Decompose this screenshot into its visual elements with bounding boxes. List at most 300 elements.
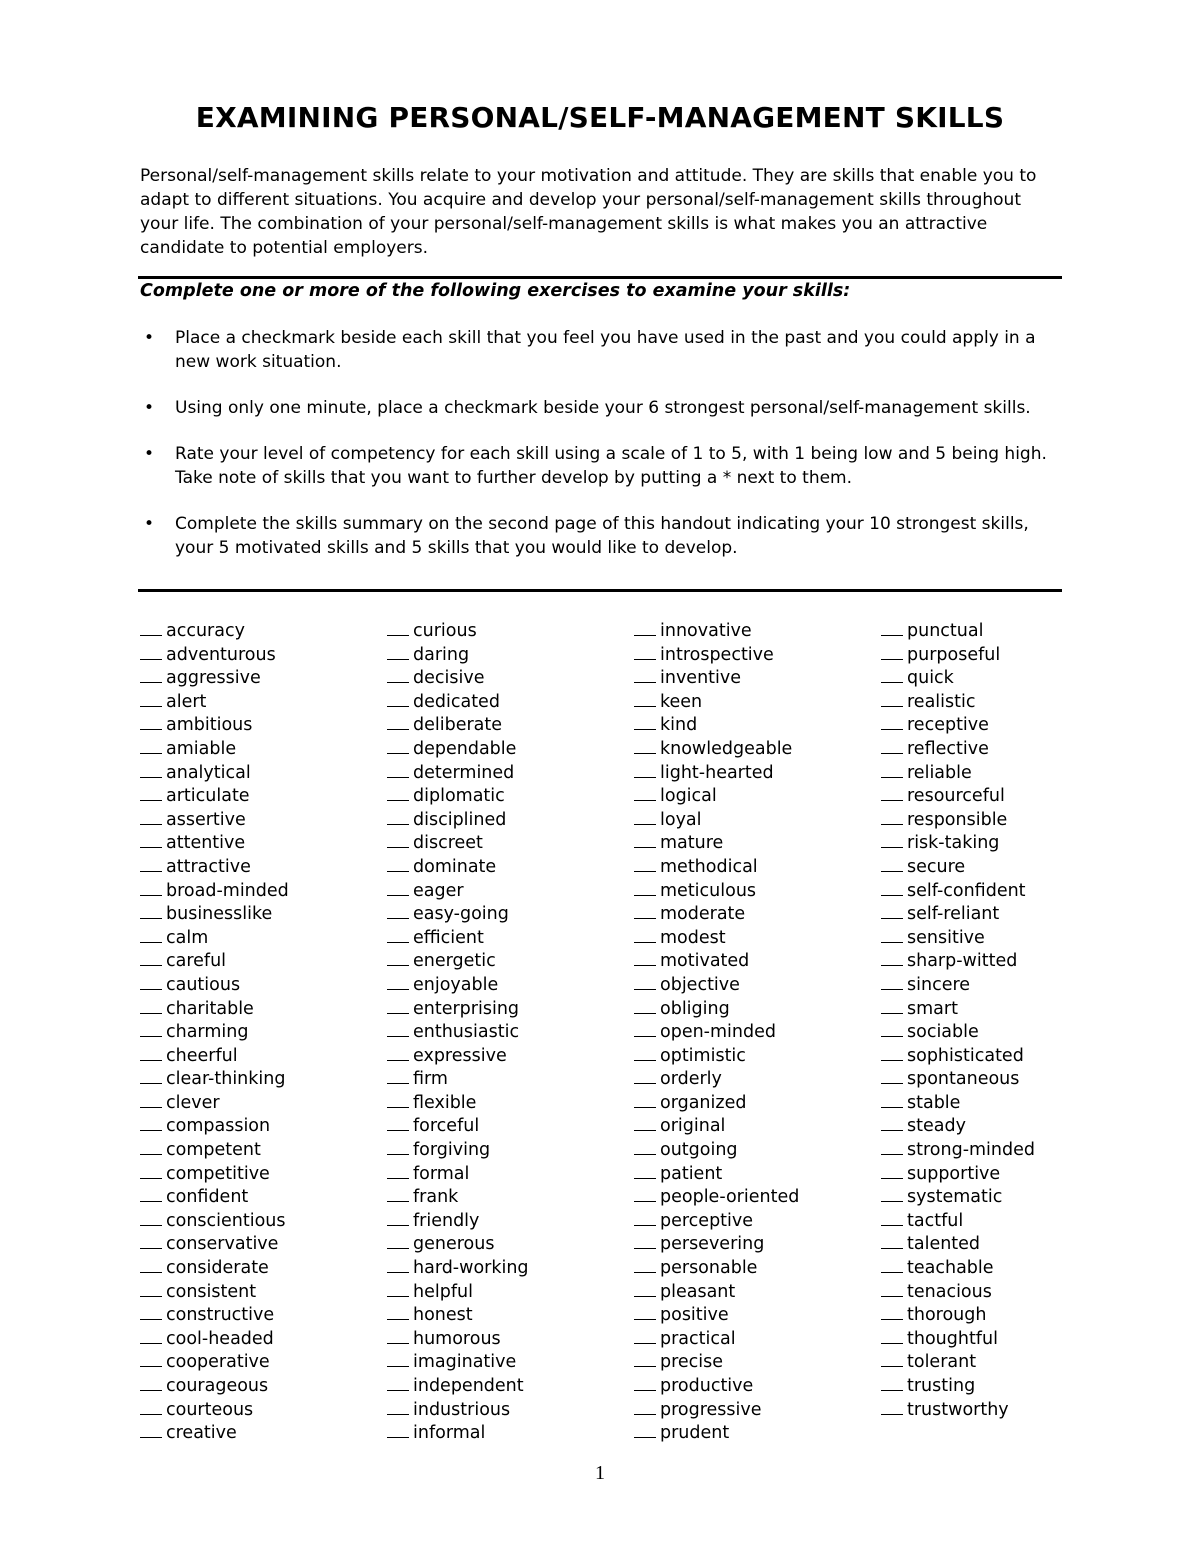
checkmark-blank[interactable] <box>881 975 903 990</box>
skill-label: risk-taking <box>907 833 1000 854</box>
checkmark-blank[interactable] <box>634 1352 656 1367</box>
skill-item <box>387 1092 627 1116</box>
bullet-icon: • <box>144 398 155 418</box>
skill-label: productive <box>660 1376 754 1396</box>
checkmark-blank[interactable] <box>881 763 903 778</box>
checkmark-blank[interactable] <box>140 1164 162 1179</box>
skill-item <box>140 974 380 998</box>
checkmark-blank[interactable] <box>881 645 903 660</box>
checkmark-blank[interactable] <box>634 1329 656 1344</box>
checkmark-blank[interactable] <box>634 1305 656 1320</box>
skill-item <box>140 998 380 1022</box>
checkmark-blank[interactable] <box>881 1211 903 1226</box>
skill-item <box>387 1068 627 1092</box>
checkmark-blank[interactable] <box>140 692 162 707</box>
instruction-item <box>140 326 1060 374</box>
skill-label: enterprising <box>413 998 520 1019</box>
skill-label: ambitious <box>166 715 253 736</box>
exercises-heading: Complete one or more of the following exercises to examine your skills: <box>140 281 851 301</box>
skill-label: meticulous <box>660 880 757 901</box>
skill-label: diplomatic <box>413 786 505 807</box>
skill-label: calm <box>166 927 209 948</box>
checkmark-blank[interactable] <box>634 1022 656 1037</box>
checkmark-blank[interactable] <box>881 786 903 801</box>
checkmark-blank[interactable] <box>140 1140 162 1155</box>
skill-item <box>387 1399 627 1423</box>
skill-item <box>140 927 380 951</box>
skill-label: eager <box>413 880 464 901</box>
skill-item <box>881 785 1121 809</box>
skill-label: outgoing <box>660 1140 738 1161</box>
checkmark-blank[interactable] <box>634 1116 656 1131</box>
checkmark-blank[interactable] <box>140 1116 162 1131</box>
checkmark-blank[interactable] <box>140 1305 162 1320</box>
checkmark-blank[interactable] <box>881 857 903 872</box>
skill-label: helpful <box>413 1281 473 1302</box>
checkmark-blank[interactable] <box>881 881 903 896</box>
checkmark-blank[interactable] <box>140 1022 162 1037</box>
checkmark-blank[interactable] <box>881 692 903 707</box>
checkmark-blank[interactable] <box>140 1069 162 1084</box>
checkmark-blank[interactable] <box>881 951 903 966</box>
checkmark-blank[interactable] <box>634 881 656 896</box>
checkmark-blank[interactable] <box>140 881 162 896</box>
skill-item <box>881 1304 1121 1328</box>
checkmark-blank[interactable] <box>634 715 656 730</box>
skill-item <box>140 809 380 833</box>
skill-item <box>140 1233 380 1257</box>
skill-item <box>634 1422 874 1446</box>
skill-item <box>634 927 874 951</box>
skill-label: dependable <box>413 738 517 759</box>
skill-label: businesslike <box>166 904 273 925</box>
skill-item <box>881 738 1121 762</box>
skill-label: analytical <box>166 762 251 783</box>
skill-label: clever <box>166 1092 220 1113</box>
skill-label: loyal <box>660 809 702 830</box>
skill-item <box>140 644 380 668</box>
skill-item <box>140 1210 380 1234</box>
instruction-item <box>140 442 1060 490</box>
checkmark-blank[interactable] <box>387 763 409 778</box>
skill-label: keen <box>660 691 703 712</box>
skill-label: enthusiastic <box>413 1022 520 1043</box>
checkmark-blank[interactable] <box>140 1282 162 1297</box>
skill-item <box>881 1351 1121 1375</box>
skill-item <box>387 691 627 715</box>
skill-label: competitive <box>166 1163 270 1184</box>
skill-item <box>881 1163 1121 1187</box>
checkmark-blank[interactable] <box>881 1376 903 1391</box>
skill-label: easy-going <box>413 904 509 925</box>
checkmark-blank[interactable] <box>387 1234 409 1249</box>
skill-item <box>881 644 1121 668</box>
checkmark-blank[interactable] <box>881 668 903 683</box>
skill-item <box>387 1115 627 1139</box>
checkmark-blank[interactable] <box>634 1234 656 1249</box>
checkmark-blank[interactable] <box>140 1093 162 1108</box>
checkmark-blank[interactable] <box>140 621 162 636</box>
checkmark-blank[interactable] <box>387 833 409 848</box>
skill-label: forgiving <box>413 1140 491 1161</box>
skill-label: courteous <box>166 1399 254 1420</box>
checkmark-blank[interactable] <box>881 999 903 1014</box>
skill-item <box>387 903 627 927</box>
checkmark-blank[interactable] <box>634 951 656 966</box>
checkmark-blank[interactable] <box>634 621 656 636</box>
skill-item <box>387 738 627 762</box>
checkmark-blank[interactable] <box>634 739 656 754</box>
checkmark-blank[interactable] <box>634 1282 656 1297</box>
checkmark-blank[interactable] <box>140 1423 162 1438</box>
skill-label: attractive <box>166 856 251 877</box>
checkmark-blank[interactable] <box>140 1187 162 1202</box>
skill-item <box>387 1045 627 1069</box>
checkmark-blank[interactable] <box>387 1093 409 1108</box>
checkmark-blank[interactable] <box>387 1282 409 1297</box>
checkmark-blank[interactable] <box>634 1140 656 1155</box>
checkmark-blank[interactable] <box>634 1211 656 1226</box>
skill-label: cool-headed <box>166 1328 274 1349</box>
skill-label: tactful <box>907 1210 964 1231</box>
checkmark-blank[interactable] <box>634 857 656 872</box>
checkmark-blank[interactable] <box>387 645 409 660</box>
skill-label: competent <box>166 1140 261 1161</box>
skill-label: constructive <box>166 1305 275 1326</box>
checkmark-blank[interactable] <box>140 1046 162 1061</box>
instruction-text: Rate your level of competency for each skill using a scale of 1 to 5, with 1 being low and 5 being high. Take note of skills that you want to further develop by putting a * next to them. <box>175 444 1047 488</box>
skill-label: sincere <box>907 974 971 995</box>
skill-item <box>140 1257 380 1281</box>
skill-item <box>634 1328 874 1352</box>
skill-item <box>881 1375 1121 1399</box>
skill-label: conservative <box>166 1234 279 1255</box>
skill-item <box>634 714 874 738</box>
checkmark-blank[interactable] <box>387 1022 409 1037</box>
checkmark-blank[interactable] <box>387 1400 409 1415</box>
skill-label: daring <box>413 644 470 665</box>
checkmark-blank[interactable] <box>634 999 656 1014</box>
skill-label: perceptive <box>660 1210 754 1231</box>
checkmark-blank[interactable] <box>387 668 409 683</box>
checkmark-blank[interactable] <box>387 621 409 636</box>
skill-item <box>634 950 874 974</box>
skill-label: enjoyable <box>413 974 499 995</box>
skill-label: moderate <box>660 904 746 925</box>
skill-label: clear-thinking <box>166 1069 286 1090</box>
checkmark-blank[interactable] <box>140 810 162 825</box>
instruction-item <box>140 512 1060 560</box>
checkmark-blank[interactable] <box>140 668 162 683</box>
skill-label: patient <box>660 1163 723 1184</box>
checkmark-blank[interactable] <box>140 786 162 801</box>
checkmark-blank[interactable] <box>140 904 162 919</box>
checkmark-blank[interactable] <box>140 645 162 660</box>
checkmark-blank[interactable] <box>140 1329 162 1344</box>
bullet-icon: • <box>144 328 155 348</box>
checkmark-blank[interactable] <box>140 999 162 1014</box>
skill-item <box>634 1233 874 1257</box>
skill-item <box>140 1092 380 1116</box>
checkmark-blank[interactable] <box>140 951 162 966</box>
checkmark-blank[interactable] <box>387 1046 409 1061</box>
checkmark-blank[interactable] <box>387 1164 409 1179</box>
skill-label: considerate <box>166 1258 269 1279</box>
bullet-icon: • <box>144 514 155 534</box>
checkmark-blank[interactable] <box>634 1093 656 1108</box>
checkmark-blank[interactable] <box>387 1376 409 1391</box>
checkmark-blank[interactable] <box>634 786 656 801</box>
instruction-text: Using only one minute, place a checkmark beside your 6 strongest personal/self-management skills. <box>175 398 1031 418</box>
checkmark-blank[interactable] <box>634 1164 656 1179</box>
skill-label: knowledgeable <box>660 738 793 759</box>
checkmark-blank[interactable] <box>387 1258 409 1273</box>
skill-label: kind <box>660 715 698 736</box>
checkmark-blank[interactable] <box>634 1046 656 1061</box>
skill-item <box>634 1186 874 1210</box>
checkmark-blank[interactable] <box>881 715 903 730</box>
checkmark-blank[interactable] <box>387 1069 409 1084</box>
checkmark-blank[interactable] <box>387 928 409 943</box>
checkmark-blank[interactable] <box>387 739 409 754</box>
skill-label: introspective <box>660 644 774 665</box>
skill-label: teachable <box>907 1258 994 1279</box>
checkmark-blank[interactable] <box>387 1352 409 1367</box>
skill-label: systematic <box>907 1187 1003 1208</box>
checkmark-blank[interactable] <box>881 1022 903 1037</box>
skill-label: stable <box>907 1092 961 1113</box>
checkmark-blank[interactable] <box>634 1376 656 1391</box>
skill-label: decisive <box>413 668 485 689</box>
skill-label: sociable <box>907 1022 979 1043</box>
skill-item <box>881 1115 1121 1139</box>
skill-item <box>387 1375 627 1399</box>
checkmark-blank[interactable] <box>881 1046 903 1061</box>
skill-label: orderly <box>660 1069 722 1090</box>
checkmark-blank[interactable] <box>634 1423 656 1438</box>
skill-item <box>387 998 627 1022</box>
skill-item <box>387 762 627 786</box>
checkmark-blank[interactable] <box>881 739 903 754</box>
skill-label: motivated <box>660 951 750 972</box>
checkmark-blank[interactable] <box>140 833 162 848</box>
skill-item <box>634 1139 874 1163</box>
skill-label: compassion <box>166 1116 271 1137</box>
skill-item <box>881 1257 1121 1281</box>
checkmark-blank[interactable] <box>634 1069 656 1084</box>
skill-label: disciplined <box>413 809 507 830</box>
skill-label: trustworthy <box>907 1399 1009 1420</box>
checkmark-blank[interactable] <box>634 763 656 778</box>
skill-label: humorous <box>413 1328 501 1349</box>
checkmark-blank[interactable] <box>634 1400 656 1415</box>
skill-item <box>881 856 1121 880</box>
checkmark-blank[interactable] <box>881 1234 903 1249</box>
checkmark-blank[interactable] <box>881 1258 903 1273</box>
checkmark-blank[interactable] <box>140 715 162 730</box>
skill-label: inventive <box>660 668 742 689</box>
checkmark-blank[interactable] <box>387 1187 409 1202</box>
checkmark-blank[interactable] <box>634 833 656 848</box>
checkmark-blank[interactable] <box>387 999 409 1014</box>
checkmark-blank[interactable] <box>634 810 656 825</box>
checkmark-blank[interactable] <box>140 763 162 778</box>
skill-label: optimistic <box>660 1045 746 1066</box>
checkmark-blank[interactable] <box>140 857 162 872</box>
skill-item <box>881 667 1121 691</box>
checkmark-blank[interactable] <box>634 904 656 919</box>
skill-label: innovative <box>660 621 752 641</box>
skill-item <box>140 738 380 762</box>
skill-item <box>140 832 380 856</box>
checkmark-blank[interactable] <box>881 1352 903 1367</box>
skill-item <box>634 1115 874 1139</box>
skill-label: amiable <box>166 738 237 759</box>
skill-label: deliberate <box>413 715 503 736</box>
checkmark-blank[interactable] <box>140 1234 162 1249</box>
skill-item <box>387 1163 627 1187</box>
checkmark-blank[interactable] <box>387 786 409 801</box>
checkmark-blank[interactable] <box>634 1187 656 1202</box>
checkmark-blank[interactable] <box>140 1400 162 1415</box>
checkmark-blank[interactable] <box>881 1187 903 1202</box>
skill-item <box>634 832 874 856</box>
skill-item <box>140 762 380 786</box>
checkmark-blank[interactable] <box>387 1423 409 1438</box>
checkmark-blank[interactable] <box>140 1352 162 1367</box>
bullet-icon: • <box>144 444 155 464</box>
checkmark-blank[interactable] <box>387 1211 409 1226</box>
skill-item <box>634 1068 874 1092</box>
checkmark-blank[interactable] <box>387 904 409 919</box>
checkmark-blank[interactable] <box>634 1258 656 1273</box>
skill-item <box>881 1186 1121 1210</box>
skill-item <box>140 1139 380 1163</box>
checkmark-blank[interactable] <box>881 1093 903 1108</box>
skill-item <box>140 1304 380 1328</box>
skill-label: determined <box>413 762 515 783</box>
divider-bottom <box>138 589 1062 592</box>
skill-label: aggressive <box>166 668 261 689</box>
skill-item <box>881 950 1121 974</box>
checkmark-blank[interactable] <box>881 810 903 825</box>
skill-label: sharp-witted <box>907 951 1018 972</box>
skill-label: industrious <box>413 1399 511 1420</box>
skill-label: persevering <box>660 1234 765 1255</box>
checkmark-blank[interactable] <box>881 621 903 636</box>
checkmark-blank[interactable] <box>140 1258 162 1273</box>
checkmark-blank[interactable] <box>634 645 656 660</box>
checkmark-blank[interactable] <box>387 692 409 707</box>
checkmark-blank[interactable] <box>634 668 656 683</box>
skill-label: logical <box>660 786 717 807</box>
checkmark-blank[interactable] <box>387 1305 409 1320</box>
skill-item <box>140 1281 380 1305</box>
checkmark-blank[interactable] <box>387 881 409 896</box>
skill-item <box>634 1021 874 1045</box>
checkmark-blank[interactable] <box>881 1400 903 1415</box>
checkmark-blank[interactable] <box>140 739 162 754</box>
checkmark-blank[interactable] <box>140 1376 162 1391</box>
checkmark-blank[interactable] <box>881 1164 903 1179</box>
skill-item <box>387 832 627 856</box>
skill-item <box>140 1375 380 1399</box>
skill-item <box>387 1351 627 1375</box>
checkmark-blank[interactable] <box>387 810 409 825</box>
skill-label: reflective <box>907 738 989 759</box>
checkmark-blank[interactable] <box>387 1116 409 1131</box>
skill-label: obliging <box>660 998 730 1019</box>
skill-label: broad-minded <box>166 880 289 901</box>
checkmark-blank[interactable] <box>881 1116 903 1131</box>
checkmark-blank[interactable] <box>881 1329 903 1344</box>
skill-label: confident <box>166 1187 249 1208</box>
skill-item <box>881 927 1121 951</box>
checkmark-blank[interactable] <box>387 857 409 872</box>
skill-item <box>140 1045 380 1069</box>
checkmark-blank[interactable] <box>634 975 656 990</box>
checkmark-blank[interactable] <box>634 928 656 943</box>
skill-item <box>387 927 627 951</box>
checkmark-blank[interactable] <box>387 951 409 966</box>
skill-label: original <box>660 1116 726 1137</box>
instruction-item <box>140 396 1060 420</box>
skill-item <box>634 1045 874 1069</box>
skill-item <box>634 903 874 927</box>
skill-item <box>140 1328 380 1352</box>
skill-label: sensitive <box>907 927 985 948</box>
skill-label: formal <box>413 1163 470 1184</box>
checkmark-blank[interactable] <box>881 1069 903 1084</box>
skills-column-4 <box>881 620 1121 1422</box>
checkmark-blank[interactable] <box>881 1305 903 1320</box>
skill-label: imaginative <box>413 1352 517 1373</box>
skill-label: secure <box>907 856 966 877</box>
skill-item <box>140 903 380 927</box>
checkmark-blank[interactable] <box>881 833 903 848</box>
skill-item <box>881 1399 1121 1423</box>
skill-item <box>881 714 1121 738</box>
skill-label: careful <box>166 951 227 972</box>
checkmark-blank[interactable] <box>881 904 903 919</box>
checkmark-blank[interactable] <box>387 1140 409 1155</box>
checkmark-blank[interactable] <box>387 975 409 990</box>
skill-item <box>881 620 1121 644</box>
skill-label: methodical <box>660 856 758 877</box>
skill-label: frank <box>413 1187 459 1208</box>
skill-item <box>634 1304 874 1328</box>
skill-label: strong-minded <box>907 1140 1035 1161</box>
checkmark-blank[interactable] <box>881 1282 903 1297</box>
skill-item <box>140 620 380 644</box>
skill-item <box>387 644 627 668</box>
skill-label: organized <box>660 1092 747 1113</box>
skill-item <box>387 856 627 880</box>
checkmark-blank[interactable] <box>881 928 903 943</box>
checkmark-blank[interactable] <box>881 1140 903 1155</box>
skill-item <box>140 1422 380 1446</box>
checkmark-blank[interactable] <box>387 1329 409 1344</box>
checkmark-blank[interactable] <box>634 692 656 707</box>
checkmark-blank[interactable] <box>387 715 409 730</box>
skill-item <box>634 762 874 786</box>
skill-item <box>387 974 627 998</box>
skill-item <box>634 809 874 833</box>
checkmark-blank[interactable] <box>140 1211 162 1226</box>
skill-label: trusting <box>907 1376 976 1396</box>
checkmark-blank[interactable] <box>140 928 162 943</box>
checkmark-blank[interactable] <box>140 975 162 990</box>
